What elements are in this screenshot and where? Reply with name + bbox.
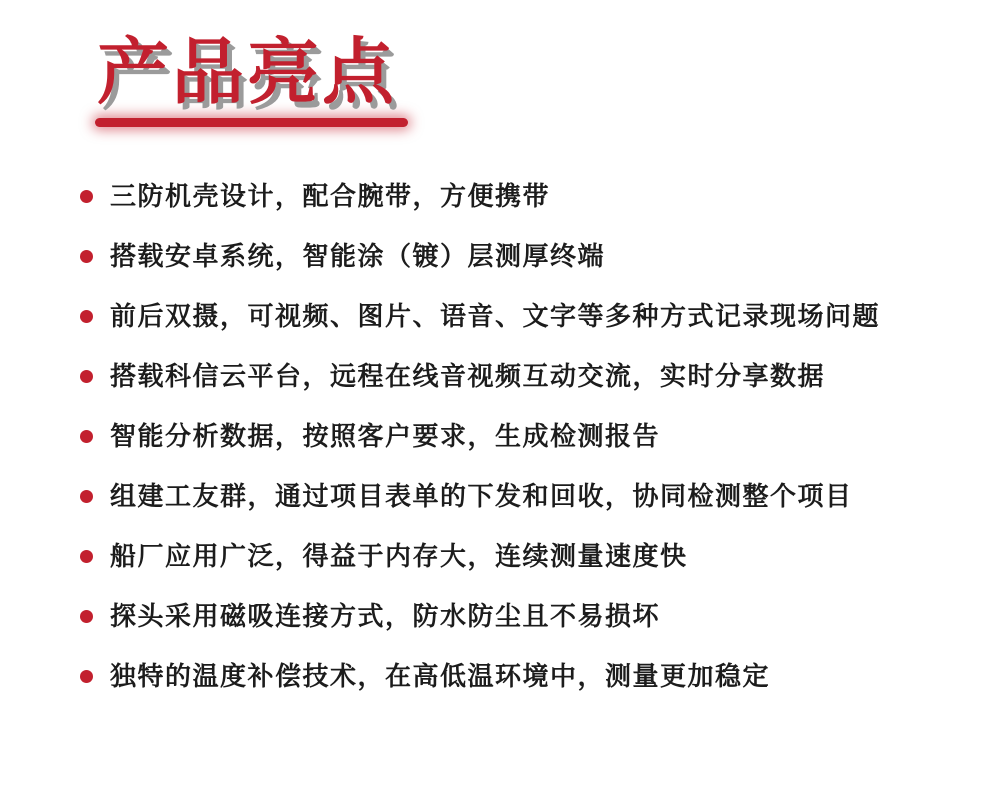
list-item-text: 独特的温度补偿技术，在高低温环境中，测量更加稳定 <box>110 661 771 691</box>
list-item <box>80 302 880 330</box>
list-item-text: 三防机壳设计，配合腕带，方便携带 <box>110 181 551 211</box>
bullet-icon <box>80 250 93 263</box>
bullet-icon <box>80 190 93 203</box>
page-header <box>97 30 408 127</box>
list-item-text: 船厂应用广泛，得益于内存大，连续测量速度快 <box>110 541 688 571</box>
list-item-text: 智能分析数据，按照客户要求，生成检测报告 <box>110 421 661 451</box>
bullet-icon <box>80 670 93 683</box>
bullet-icon <box>80 370 93 383</box>
list-item <box>80 182 880 210</box>
page-title: 产品亮点 <box>97 33 398 113</box>
bullet-icon <box>80 490 93 503</box>
list-item-text: 搭载科信云平台，远程在线音视频互动交流，实时分享数据 <box>110 361 826 391</box>
list-item <box>80 362 880 390</box>
title-underline <box>95 118 408 127</box>
list-item-text: 前后双摄，可视频、图片、语音、文字等多种方式记录现场问题 <box>110 301 881 331</box>
bullet-icon <box>80 550 93 563</box>
list-item-text: 搭载安卓系统，智能涂（镀）层测厚终端 <box>110 241 606 271</box>
list-item <box>80 422 880 450</box>
list-item <box>80 602 880 630</box>
list-item-text: 组建工友群，通过项目表单的下发和回收，协同检测整个项目 <box>110 481 853 511</box>
list-item <box>80 482 880 510</box>
list-item <box>80 242 880 270</box>
bullet-icon <box>80 610 93 623</box>
bullet-icon <box>80 430 93 443</box>
list-item <box>80 542 880 570</box>
list-item <box>80 662 880 690</box>
list-item-text: 探头采用磁吸连接方式，防水防尘且不易损坏 <box>110 601 661 631</box>
bullet-icon <box>80 310 93 323</box>
highlight-list <box>80 182 880 722</box>
